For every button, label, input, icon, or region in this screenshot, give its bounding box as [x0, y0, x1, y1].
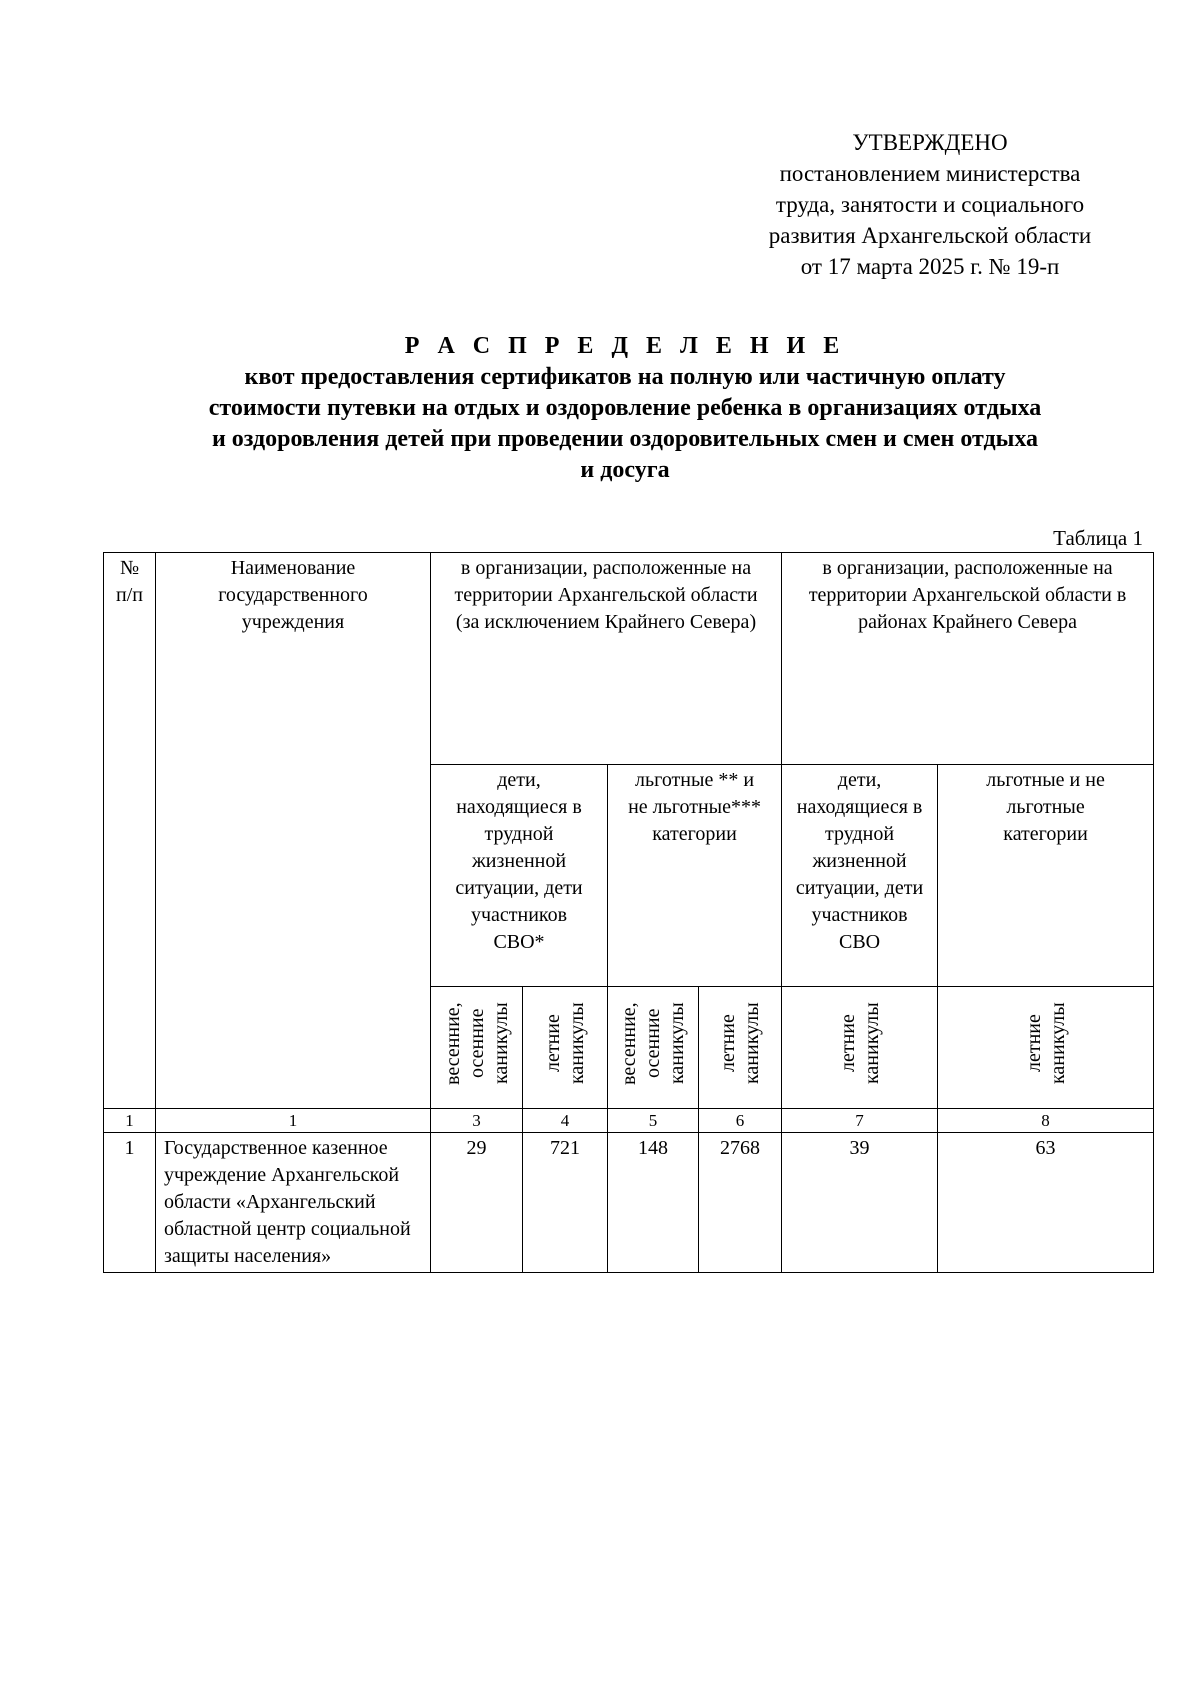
header-row: [104, 553, 1154, 765]
row-value: 29: [431, 1133, 523, 1273]
header-num: № п/п: [104, 553, 156, 1109]
period-label: летние каникулы: [717, 1002, 764, 1085]
column-number: 5: [608, 1109, 699, 1133]
row-value: 148: [608, 1133, 699, 1273]
period-cell: [523, 987, 608, 1109]
period-label: летние каникулы: [1022, 1002, 1069, 1085]
row-institution-name: Государственное казенное учреждение Архангельской области «Архангельский областной центр социальной защиты населения»: [156, 1133, 431, 1273]
approval-line: постановлением министерства: [779, 161, 1081, 186]
row-value: 721: [523, 1133, 608, 1273]
title-line: стоимости путевки на отдых и оздоровление ребенка в организациях отдыха: [208, 395, 1042, 421]
approval-date: от 17 марта 2025 г. № 19-п: [800, 254, 1060, 279]
row-value: 2768: [699, 1133, 782, 1273]
title-line: и досуга: [580, 457, 670, 483]
column-number: 7: [782, 1109, 938, 1133]
period-cell: [699, 987, 782, 1109]
document-title: [100, 331, 1150, 486]
period-cell: [938, 987, 1154, 1109]
header-g1-sub1: дети, находящиеся в трудной жизненной ситуации, дети участников СВО*: [431, 765, 608, 987]
period-cell: [608, 987, 699, 1109]
period-label: летние каникулы: [836, 1002, 883, 1085]
title-line: и оздоровления детей при проведении оздоровительных смен и смен отдыха: [211, 426, 1039, 452]
header-name: Наименование государственного учреждения: [156, 553, 431, 1109]
approval-line: развития Архангельской области: [768, 223, 1092, 248]
title-heading: Р А С П Р Е Д Е Л Е Н И Е: [404, 333, 846, 359]
row-value: 39: [782, 1133, 938, 1273]
header-group-2: в организации, расположенные на территории Архангельской области в районах Крайнего Севера: [782, 553, 1154, 765]
table-row: [104, 1133, 1154, 1273]
period-label: весенние, осенние каникулы: [618, 1002, 688, 1085]
row-value: 63: [938, 1133, 1154, 1273]
period-cell: [431, 987, 523, 1109]
period-label: весенние, осенние каникулы: [441, 1002, 512, 1085]
period-label: летние каникулы: [542, 1002, 588, 1085]
header-group-1: в организации, расположенные на территории Архангельской области (за исключением Крайнего Севера): [431, 553, 782, 765]
approval-block: [720, 127, 1140, 282]
approval-line: труда, занятости и социального: [775, 192, 1085, 217]
column-number: 3: [431, 1109, 523, 1133]
column-number-row: [104, 1109, 1154, 1133]
approval-heading: УТВЕРЖДЕНО: [852, 130, 1008, 155]
column-number: 6: [699, 1109, 782, 1133]
row-num: 1: [104, 1133, 156, 1273]
column-number: 1: [156, 1109, 431, 1133]
column-number: 1: [104, 1109, 156, 1133]
table-label: Таблица 1: [1053, 526, 1143, 550]
column-number: 4: [523, 1109, 608, 1133]
title-line: квот предоставления сертификатов на полную или частичную оплату: [244, 364, 1006, 390]
column-number: 8: [938, 1109, 1154, 1133]
header-g2-sub1: дети, находящиеся в трудной жизненной ситуации, дети участников СВО: [782, 765, 938, 987]
quota-table: [103, 552, 1154, 1273]
header-g1-sub2: льготные ** и не льготные*** категории: [608, 765, 782, 987]
header-g2-sub2: льготные и не льготные категории: [938, 765, 1154, 987]
period-cell: [782, 987, 938, 1109]
